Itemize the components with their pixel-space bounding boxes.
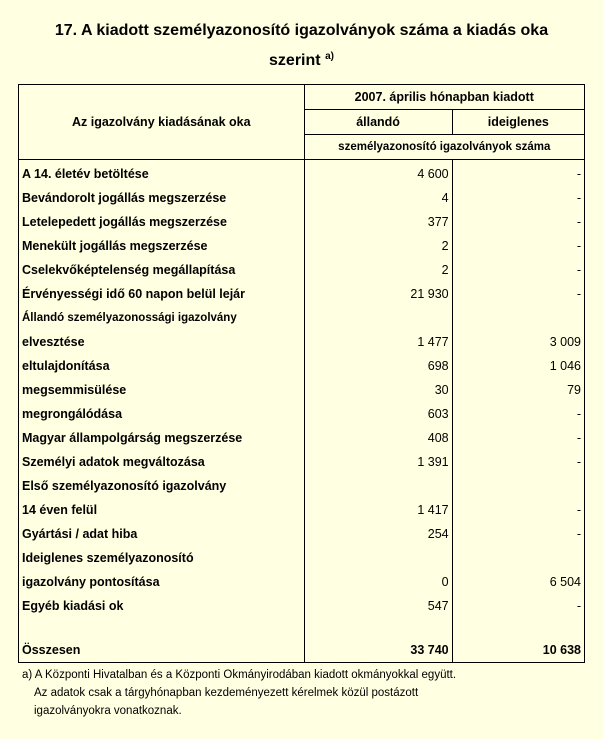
row-permanent: 377: [304, 210, 452, 234]
row-permanent: 254: [304, 522, 452, 546]
table-row: [19, 522, 585, 546]
row-temporary: -: [452, 498, 584, 522]
row-label: Egyéb kiadási ok: [19, 594, 305, 618]
row-label: Menekült jogállás megszerzése: [19, 234, 305, 258]
title-line-2: szerint $^{a)}$: [269, 51, 334, 69]
row-temporary: 79: [452, 378, 584, 402]
row-temporary: [452, 474, 584, 498]
row-temporary: [452, 546, 584, 570]
row-permanent: [304, 546, 452, 570]
table-row: [19, 546, 585, 570]
table-row: [19, 474, 585, 498]
row-temporary: 3 009: [452, 330, 584, 354]
title-line-1: 17. A kiadott személyazonosító igazolványok száma a kiadás oka: [54, 22, 549, 39]
table-row: [19, 258, 585, 282]
table-row: [19, 354, 585, 378]
row-temporary: -: [452, 522, 584, 546]
table-row: [19, 594, 585, 618]
row-temporary: -: [452, 160, 584, 187]
table-row: [19, 402, 585, 426]
header-reason: Az igazolvány kiadásának oka: [19, 85, 305, 160]
row-permanent: 21 930: [304, 282, 452, 306]
row-label: Magyar állampolgárság megszerzése: [19, 426, 305, 450]
table-row: [19, 282, 585, 306]
row-permanent: [304, 474, 452, 498]
row-label: Első személyazonosító igazolvány: [19, 474, 305, 498]
statistics-table: [18, 84, 585, 663]
row-permanent: 2: [304, 234, 452, 258]
row-permanent: 4: [304, 186, 452, 210]
row-permanent: [304, 306, 452, 330]
table-row: [19, 450, 585, 474]
row-permanent: 603: [304, 402, 452, 426]
header-period: 2007. április hónapban kiadott: [304, 85, 584, 110]
row-temporary: -: [452, 594, 584, 618]
footnote-line: a) A Központi Hivatalban és a Központi Okmányirodában kiadott okmányokkal együtt.: [22, 669, 457, 681]
table-row: [19, 210, 585, 234]
row-permanent: 698: [304, 354, 452, 378]
row-label: Bevándorolt jogállás megszerzése: [19, 186, 305, 210]
row-permanent: 4 600: [304, 160, 452, 187]
header-permanent: állandó: [304, 110, 452, 135]
table-row: [19, 234, 585, 258]
row-label: elvesztése: [19, 330, 305, 354]
table-row: [19, 186, 585, 210]
total-row: [19, 638, 585, 663]
row-temporary: 6 504: [452, 570, 584, 594]
spacer-row: [19, 618, 585, 638]
table-row: [19, 330, 585, 354]
row-temporary: -: [452, 258, 584, 282]
row-label: Állandó személyazonossági igazolvány: [19, 306, 305, 330]
total-permanent: 33 740: [304, 638, 452, 663]
row-label: eltulajdonítása: [19, 354, 305, 378]
row-temporary: -: [452, 186, 584, 210]
table-title: [0, 18, 603, 74]
row-temporary: -: [452, 450, 584, 474]
row-permanent: 1 477: [304, 330, 452, 354]
row-label: Gyártási / adat hiba: [19, 522, 305, 546]
table-row: [19, 426, 585, 450]
row-label: megrongálódása: [19, 402, 305, 426]
total-temporary: 10 638: [452, 638, 584, 663]
header-temporary: ideiglenes: [452, 110, 584, 135]
row-permanent: 1 417: [304, 498, 452, 522]
row-label: A 14. életév betöltése: [19, 160, 305, 187]
row-temporary: [452, 306, 584, 330]
row-label: Ideiglenes személyazonosító: [19, 546, 305, 570]
table-row: [19, 570, 585, 594]
row-temporary: -: [452, 234, 584, 258]
footnote-line: Az adatok csak a tárgyhónapban kezdeményezett kérelmek közül postázott: [34, 687, 419, 699]
row-label: igazolvány pontosítása: [19, 570, 305, 594]
table-row: [19, 306, 585, 330]
row-temporary: -: [452, 402, 584, 426]
footnote-line: igazolványokra vonatkoznak.: [34, 705, 182, 717]
row-permanent: 1 391: [304, 450, 452, 474]
row-temporary: -: [452, 210, 584, 234]
row-label: 14 éven felül: [19, 498, 305, 522]
row-label: Letelepedett jogállás megszerzése: [19, 210, 305, 234]
total-label: Összesen: [19, 638, 305, 663]
row-label: megsemmisülése: [19, 378, 305, 402]
header-unit: személyazonosító igazolványok száma: [304, 135, 584, 160]
title-footnote-marker: a): [325, 51, 334, 62]
table-row: [19, 378, 585, 402]
row-temporary: 1 046: [452, 354, 584, 378]
row-label: Érvényességi idő 60 napon belül lejár: [19, 282, 305, 306]
table-row: [19, 498, 585, 522]
row-temporary: -: [452, 282, 584, 306]
row-permanent: 408: [304, 426, 452, 450]
row-permanent: 0: [304, 570, 452, 594]
row-label: Cselekvőképtelenség megállapítása: [19, 258, 305, 282]
row-permanent: 2: [304, 258, 452, 282]
row-temporary: -: [452, 426, 584, 450]
row-label: Személyi adatok megváltozása: [19, 450, 305, 474]
row-permanent: 547: [304, 594, 452, 618]
row-permanent: 30: [304, 378, 452, 402]
footnote: [22, 666, 456, 720]
table-row: [19, 160, 585, 187]
